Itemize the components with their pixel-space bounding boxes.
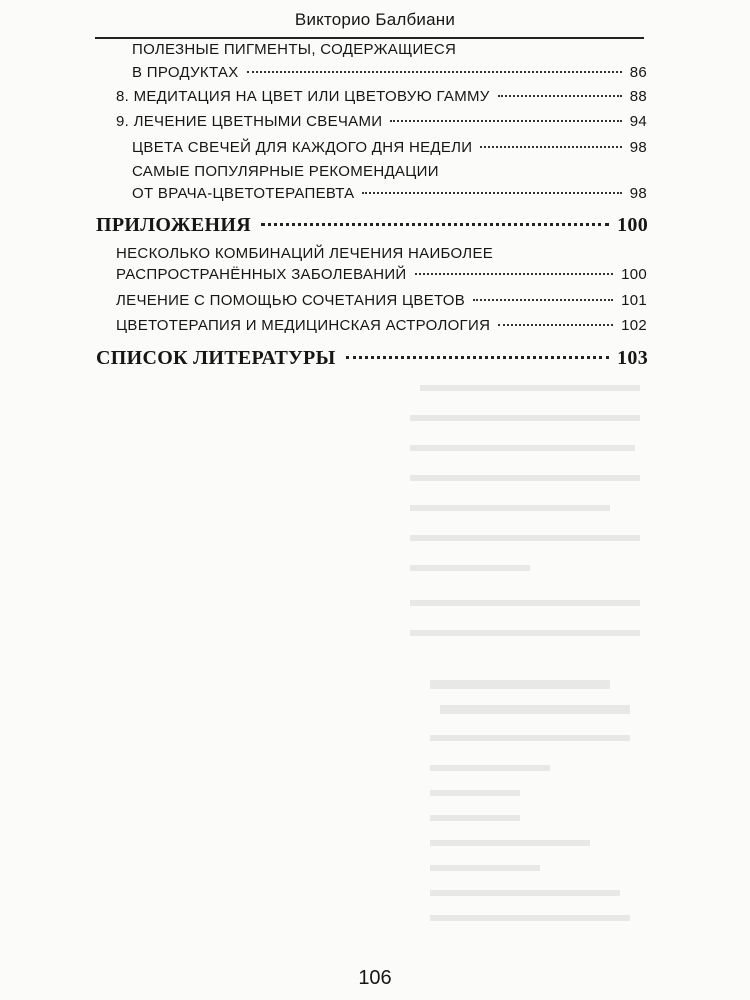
toc-section-heading <box>96 214 648 237</box>
toc-page-number: 86 <box>629 64 647 81</box>
toc-page-number: 98 <box>629 185 647 202</box>
toc-entry <box>132 64 647 81</box>
dot-leader <box>498 95 622 97</box>
dot-leader <box>498 324 613 326</box>
dot-leader <box>415 273 614 275</box>
toc-entry <box>116 113 647 130</box>
dot-leader <box>247 71 622 73</box>
toc-entry-title-line: НЕСКОЛЬКО КОМБИНАЦИЙ ЛЕЧЕНИЯ НАИБОЛЕЕ <box>116 245 494 262</box>
dot-leader <box>261 223 609 226</box>
toc-entry <box>132 139 647 156</box>
toc-page-number: 100 <box>621 266 647 283</box>
toc-entry-title: 8. МЕДИТАЦИЯ НА ЦВЕТ ИЛИ ЦВЕТОВУЮ ГАММУ <box>116 88 490 105</box>
toc-page-number: 101 <box>621 292 647 309</box>
dot-leader <box>362 192 621 194</box>
toc-entry <box>132 185 647 202</box>
toc-page-number: 103 <box>617 347 648 369</box>
toc-page-number: 88 <box>629 88 647 105</box>
toc-page-number: 100 <box>617 214 648 236</box>
toc-entry-title: ЦВЕТОТЕРАПИЯ И МЕДИЦИНСКАЯ АСТРОЛОГИЯ <box>116 317 491 334</box>
toc-page-number: 98 <box>629 139 647 156</box>
toc-entry <box>116 88 647 105</box>
toc-entry-title: ЛЕЧЕНИЕ С ПОМОЩЬЮ СОЧЕТАНИЯ ЦВЕТОВ <box>116 292 466 309</box>
toc-section-title: ПРИЛОЖЕНИЯ <box>96 214 251 236</box>
toc-entry-title-line: РАСПРОСТРАНЁННЫХ ЗАБОЛЕВАНИЙ <box>116 266 407 283</box>
running-head: Викторио Балбиани <box>294 10 456 29</box>
dot-leader <box>480 146 621 148</box>
dot-leader <box>346 356 610 359</box>
toc-section-heading <box>96 347 648 370</box>
page-number: 106 <box>358 967 392 989</box>
toc-entry-title-line: ПОЛЕЗНЫЕ ПИГМЕНТЫ, СОДЕРЖАЩИЕСЯ <box>132 41 457 58</box>
toc-section-title: СПИСОК ЛИТЕРАТУРЫ <box>96 347 336 369</box>
toc-page-number: 94 <box>629 113 647 130</box>
toc-entry-title: ЦВЕТА СВЕЧЕЙ ДЛЯ КАЖДОГО ДНЯ НЕДЕЛИ <box>132 139 473 156</box>
toc-entry-title-line: САМЫЕ ПОПУЛЯРНЫЕ РЕКОМЕНДАЦИИ <box>132 163 439 180</box>
toc-entry-title-line: ОТ ВРАЧА-ЦВЕТОТЕРАПЕВТА <box>132 185 355 202</box>
toc-entry <box>116 266 647 283</box>
dot-leader <box>473 299 613 301</box>
toc-entry <box>116 317 647 334</box>
header-rule <box>95 37 644 39</box>
dot-leader <box>390 120 621 122</box>
toc-entry-title: 9. ЛЕЧЕНИЕ ЦВЕТНЫМИ СВЕЧАМИ <box>116 113 383 130</box>
toc-page-number: 102 <box>621 317 647 334</box>
toc-entry-title-line: В ПРОДУКТАХ <box>132 64 239 81</box>
toc-entry <box>116 292 647 309</box>
